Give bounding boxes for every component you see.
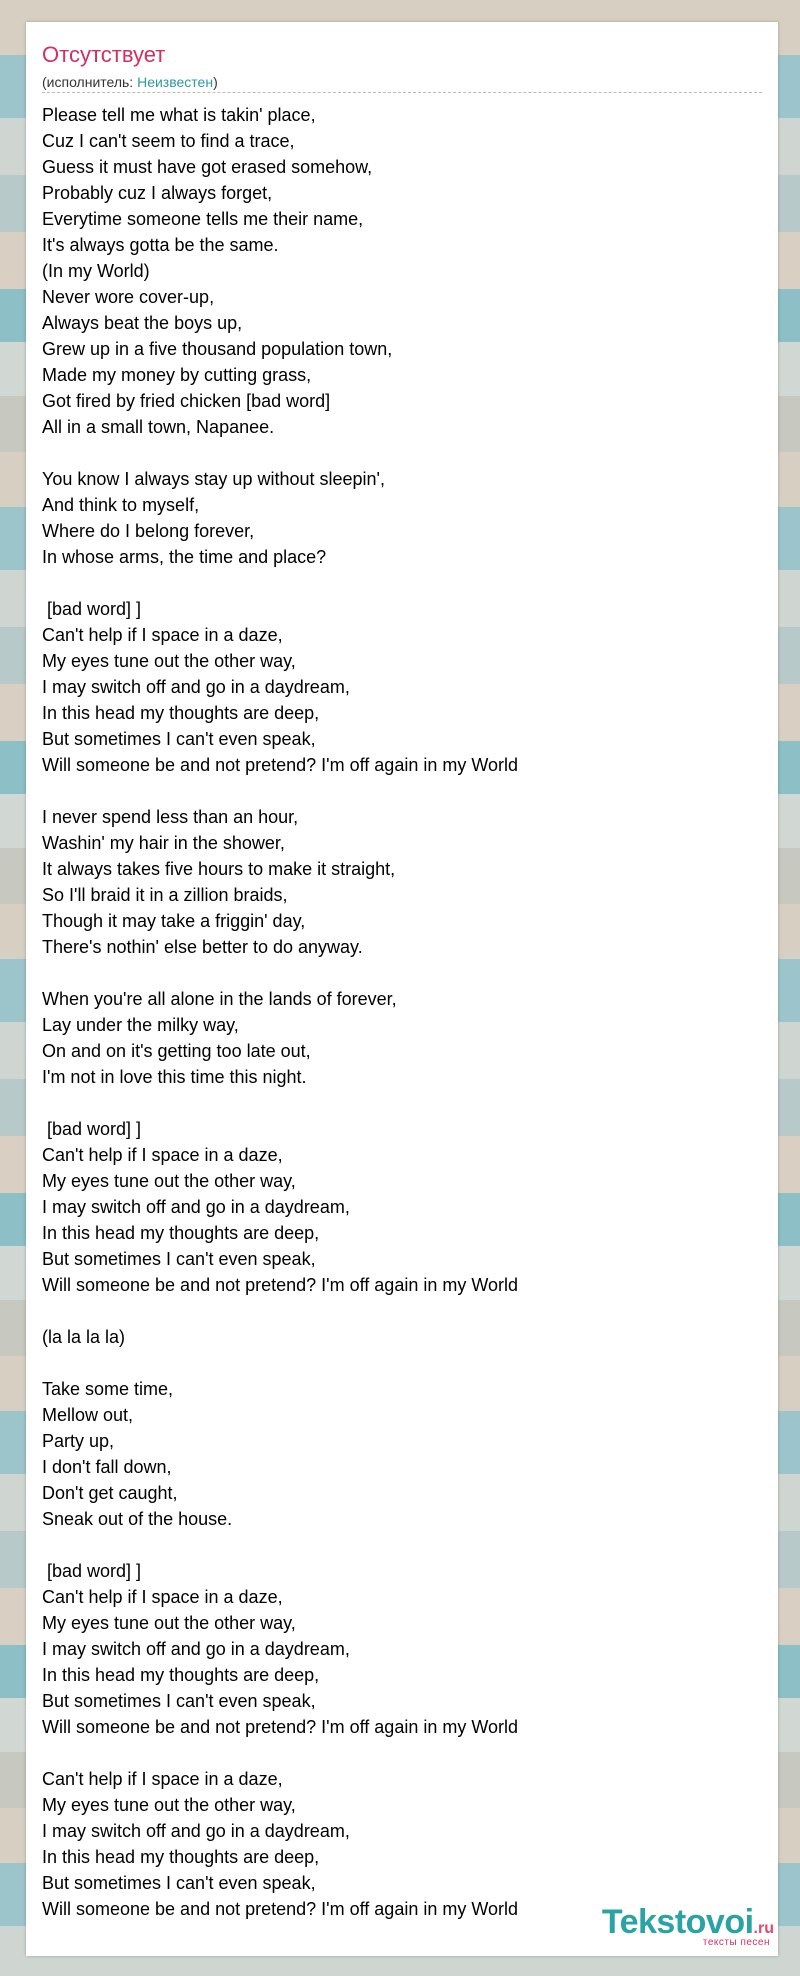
lyric-line [42,570,762,596]
lyrics-card [26,22,778,1956]
lyric-line [42,1298,762,1324]
lyric-line: In this head my thoughts are deep, [42,1847,320,1867]
lyric-line: (la la la la) [42,1327,126,1347]
lyrics-text [42,102,762,1922]
lyric-line: But sometimes I can't even speak, [42,729,316,749]
lyric-line: Will someone be and not pretend? I'm off again in my World [42,755,519,775]
lyric-line: I never spend less than an hour, [42,807,299,827]
lyric-line: Take some time, [42,1379,174,1399]
logo-tagline: тексты песен [702,1937,770,1948]
lyric-line: My eyes tune out the other way, [42,651,296,671]
lyric-line: Mellow out, [42,1405,134,1425]
lyric-line [42,960,762,986]
lyric-line: There's nothin' else better to do anyway. [42,937,363,957]
lyric-line: Will someone be and not pretend? I'm off again in my World [42,1275,519,1295]
lyric-line: In this head my thoughts are deep, [42,703,320,723]
lyric-line: I may switch off and go in a daydream, [42,1197,350,1217]
logo-tld: .ru [753,1920,774,1937]
lyric-line: Grew up in a five thousand population town, [42,339,393,359]
artist-link[interactable]: Неизвестен [137,74,214,90]
lyric-line: I'm not in love this time this night. [42,1067,307,1087]
lyric-line: So I'll braid it in a zillion braids, [42,885,288,905]
lyric-line: Please tell me what is takin' place, [42,105,316,125]
lyric-line: On and on it's getting too late out, [42,1041,311,1061]
lyric-line: Party up, [42,1431,115,1451]
lyric-line [42,1740,762,1766]
lyric-line: Don't get caught, [42,1483,178,1503]
lyric-line: Will someone be and not pretend? I'm off again in my World [42,1899,519,1919]
lyric-line: In whose arms, the time and place? [42,547,327,567]
artist-suffix: ) [213,74,218,90]
lyric-line: I may switch off and go in a daydream, [42,677,350,697]
lyric-line: I may switch off and go in a daydream, [42,1639,350,1659]
lyric-line: Lay under the milky way, [42,1015,239,1035]
lyric-line: Made my money by cutting grass, [42,365,312,385]
lyric-line [42,1350,762,1376]
lyric-line: Can't help if I space in a daze, [42,625,283,645]
title-divider [42,92,762,93]
lyric-line: (In my World) [42,261,150,281]
lyric-line: Got fired by fried chicken [bad word] [42,391,331,411]
lyric-line: But sometimes I can't even speak, [42,1691,316,1711]
lyric-line: Washin' my hair in the shower, [42,833,285,853]
lyric-line: Always beat the boys up, [42,313,243,333]
lyric-line [42,778,762,804]
lyric-line: Cuz I can't seem to find a trace, [42,131,295,151]
lyric-line: It always takes five hours to make it straight, [42,859,396,879]
lyric-line: [bad word] ] [42,1561,142,1581]
lyric-line: My eyes tune out the other way, [42,1795,296,1815]
lyric-line: Though it may take a friggin' day, [42,911,306,931]
artist-prefix: (исполнитель: [42,74,138,90]
lyric-line [42,1090,762,1116]
lyric-line: But sometimes I can't even speak, [42,1873,316,1893]
site-logo[interactable] [602,1905,774,1948]
song-title: Отсутствует [42,42,166,67]
artist-line [42,73,218,91]
lyric-line: [bad word] ] [42,1119,142,1139]
lyric-line: I don't fall down, [42,1457,172,1477]
lyric-line: In this head my thoughts are deep, [42,1665,320,1685]
lyric-line: When you're all alone in the lands of forever, [42,989,397,1009]
lyric-line: You know I always stay up without sleepin', [42,469,385,489]
lyric-line: I may switch off and go in a daydream, [42,1821,350,1841]
lyric-line: All in a small town, Napanee. [42,417,275,437]
lyric-line: And think to myself, [42,495,200,515]
lyric-line: Can't help if I space in a daze, [42,1587,283,1607]
lyric-line: Everytime someone tells me their name, [42,209,364,229]
lyric-line: [bad word] ] [42,599,142,619]
lyric-line: Guess it must have got erased somehow, [42,157,373,177]
lyric-line: Will someone be and not pretend? I'm off again in my World [42,1717,519,1737]
logo-name: Tekstovoi [601,1903,754,1941]
lyric-line: But sometimes I can't even speak, [42,1249,316,1269]
lyric-line: It's always gotta be the same. [42,235,279,255]
lyric-line: Probably cuz I always forget, [42,183,273,203]
lyric-line: Can't help if I space in a daze, [42,1145,283,1165]
lyric-line [42,440,762,466]
lyric-line: Sneak out of the house. [42,1509,233,1529]
lyric-line: Can't help if I space in a daze, [42,1769,283,1789]
lyric-line: Where do I belong forever, [42,521,255,541]
lyric-line [42,1532,762,1558]
lyric-line: Never wore cover-up, [42,287,215,307]
lyric-line: My eyes tune out the other way, [42,1171,296,1191]
lyric-line: In this head my thoughts are deep, [42,1223,320,1243]
lyric-line: My eyes tune out the other way, [42,1613,296,1633]
